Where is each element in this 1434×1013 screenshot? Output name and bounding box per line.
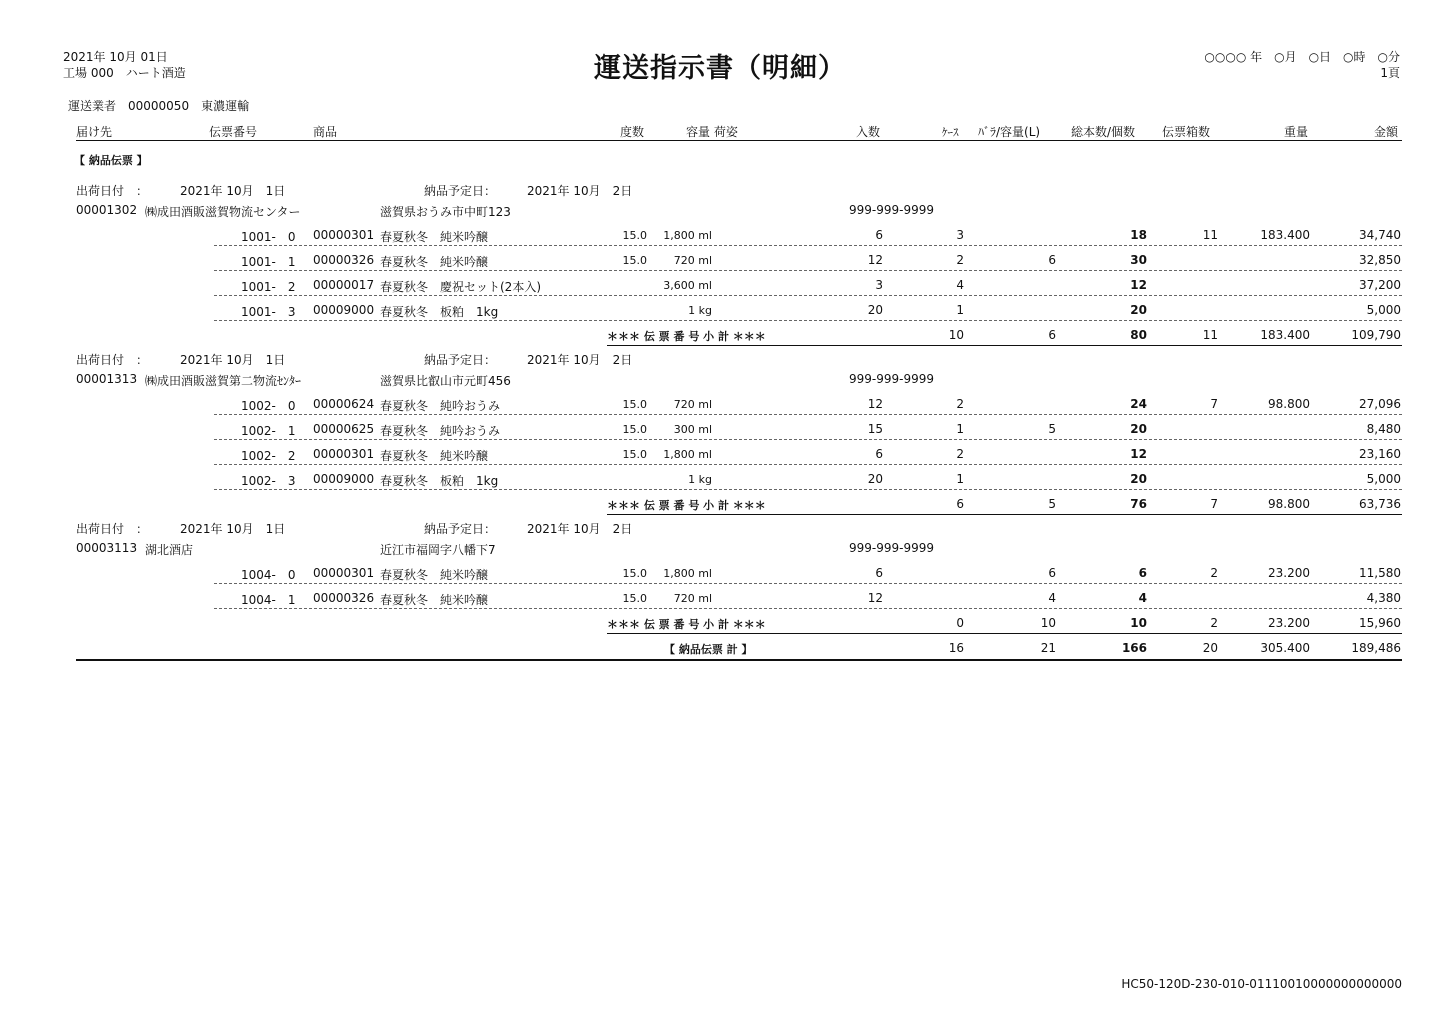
col-per-case: 入数	[856, 125, 881, 139]
cell-total: 20	[1130, 422, 1147, 436]
ship-date-label: 出荷日付 ：	[76, 522, 149, 536]
subtotal-bara: 10	[1040, 616, 1056, 630]
volume-value: 1,800 ml	[663, 567, 712, 580]
subtotal-total: 10	[1130, 616, 1147, 630]
cell-bara: 4	[1048, 591, 1056, 605]
subtotal-weight: 183.400	[1260, 328, 1310, 342]
volume-value: 720 ml	[673, 592, 712, 605]
subtotal-label: ＊＊＊ 伝 票 番 号 小 計 ＊＊＊	[607, 618, 766, 631]
cell-cases: 3	[956, 228, 964, 242]
slip-number: 1004- 1	[241, 593, 296, 607]
product-name: 春夏秋冬 慶祝セット(2本入)	[380, 280, 541, 294]
col-amount: 金額	[1374, 125, 1399, 139]
cell-weight: 98.800	[1268, 397, 1310, 411]
abv-value: 15.0	[622, 254, 647, 267]
cell-bara: 6	[1048, 566, 1056, 580]
row-divider	[214, 489, 1402, 490]
product-code: 00009000	[313, 303, 375, 317]
subtotal-cases: 0	[956, 616, 964, 630]
slip-number: 1001- 0	[241, 230, 296, 244]
slip-number: 1002- 3	[241, 474, 296, 488]
subtotal-cases: 10	[948, 328, 964, 342]
slip-number: 1001- 1	[241, 255, 296, 269]
customer-code: 00003113	[76, 541, 138, 555]
grand-total-weight: 305.400	[1260, 641, 1310, 655]
abv-value: 15.0	[622, 567, 647, 580]
product-name: 春夏秋冬 純吟おうみ	[380, 424, 501, 438]
product-code: 00000301	[313, 228, 375, 242]
customer-address: 滋賀県おうみ市中町123	[380, 205, 511, 219]
due-date: 2021年 10月 2日	[527, 353, 633, 367]
due-date-label: 納品予定日：	[424, 353, 497, 367]
subtotal-boxes: 2	[1210, 616, 1218, 630]
col-cases: ｹｰｽ	[942, 126, 959, 139]
due-date-label: 納品予定日：	[424, 184, 497, 198]
grand-total-amount: 189,486	[1351, 641, 1401, 655]
abv-value: 15.0	[622, 423, 647, 436]
abv-value: 15.0	[622, 229, 647, 242]
cell-amount: 5,000	[1366, 303, 1401, 317]
subtotal-weight: 98.800	[1268, 497, 1310, 511]
ship-date: 2021年 10月 1日	[180, 184, 286, 198]
cell-boxes: 7	[1210, 397, 1218, 411]
cell-total: 6	[1138, 566, 1147, 580]
customer-address: 滋賀県比叡山市元町456	[380, 374, 511, 388]
product-name: 春夏秋冬 純米吟醸	[380, 255, 489, 269]
cell-total: 4	[1138, 591, 1147, 605]
slip-number: 1002- 2	[241, 449, 296, 463]
cell-total: 20	[1130, 472, 1147, 486]
product-code: 00000625	[313, 422, 375, 436]
product-code: 00000326	[313, 253, 375, 267]
cell-amount: 23,160	[1359, 447, 1401, 461]
subtotal-divider	[607, 345, 1402, 346]
cell-amount: 37,200	[1359, 278, 1401, 292]
abv-value: 15.0	[622, 592, 647, 605]
slip-number: 1001- 2	[241, 280, 296, 294]
cell-amount: 5,000	[1366, 472, 1401, 486]
col-abv: 度数	[620, 125, 645, 139]
due-date-label: 納品予定日：	[424, 522, 497, 536]
subtotal-divider	[607, 633, 1402, 634]
cell-per-case: 12	[867, 253, 883, 267]
cell-per-case: 12	[867, 397, 883, 411]
cell-weight: 183.400	[1260, 228, 1310, 242]
product-name: 春夏秋冬 純米吟醸	[380, 449, 489, 463]
report-date: 2021年 10月 01日	[63, 50, 168, 64]
row-divider	[214, 320, 1402, 321]
cell-amount: 32,850	[1359, 253, 1401, 267]
grand-total-boxes: 20	[1202, 641, 1218, 655]
customer-phone: 999-999-9999	[849, 372, 935, 386]
customer-code: 00001313	[76, 372, 138, 386]
ship-date: 2021年 10月 1日	[180, 522, 286, 536]
product-name: 春夏秋冬 純米吟醸	[380, 593, 489, 607]
row-divider	[214, 439, 1402, 440]
subtotal-label: ＊＊＊ 伝 票 番 号 小 計 ＊＊＊	[607, 499, 766, 512]
due-date: 2021年 10月 2日	[527, 184, 633, 198]
col-slip: 伝票番号	[209, 125, 258, 139]
product-code: 00009000	[313, 472, 375, 486]
volume-value: 720 ml	[673, 398, 712, 411]
cell-total: 18	[1130, 228, 1147, 242]
col-volume: 容量 荷姿	[686, 125, 738, 139]
cell-total: 30	[1130, 253, 1147, 267]
col-boxes: 伝票箱数	[1162, 125, 1211, 139]
subtotal-bara: 5	[1048, 497, 1056, 511]
cell-per-case: 20	[867, 472, 883, 486]
volume-value: 1,800 ml	[663, 448, 712, 461]
customer-phone: 999-999-9999	[849, 203, 935, 217]
customer-name: ㈱成田酒販滋賀第二物流ｾﾝﾀｰ	[145, 374, 302, 388]
cell-total: 12	[1130, 278, 1147, 292]
grand-total-label: 【 納品伝票 計 】	[664, 643, 753, 656]
carrier-info: 運送業者 00000050 東濃運輸	[68, 99, 250, 113]
product-code: 00000301	[313, 447, 375, 461]
volume-value: 1 kg	[688, 473, 712, 486]
cell-cases: 1	[956, 422, 964, 436]
abv-value: 15.0	[622, 398, 647, 411]
cell-per-case: 15	[867, 422, 883, 436]
grand-total-divider	[76, 659, 1402, 661]
page-title: 運送指示書（明細）	[594, 53, 846, 84]
subtotal-divider	[607, 514, 1402, 515]
subtotal-boxes: 7	[1210, 497, 1218, 511]
cell-amount: 8,480	[1366, 422, 1401, 436]
volume-value: 720 ml	[673, 254, 712, 267]
cell-cases: 4	[956, 278, 964, 292]
cell-per-case: 6	[875, 566, 883, 580]
volume-value: 300 ml	[673, 423, 712, 436]
cell-per-case: 6	[875, 228, 883, 242]
volume-value: 3,600 ml	[663, 279, 712, 292]
due-date: 2021年 10月 2日	[527, 522, 633, 536]
customer-phone: 999-999-9999	[849, 541, 935, 555]
product-name: 春夏秋冬 板粕 1kg	[380, 305, 499, 319]
cell-weight: 23.200	[1268, 566, 1310, 580]
ship-date-label: 出荷日付 ：	[76, 353, 149, 367]
subtotal-total: 76	[1130, 497, 1147, 511]
row-divider	[214, 414, 1402, 415]
cell-bara: 5	[1048, 422, 1056, 436]
header-divider	[76, 140, 1402, 141]
customer-name: ㈱成田酒販滋賀物流センター	[145, 205, 301, 219]
product-name: 春夏秋冬 板粕 1kg	[380, 474, 499, 488]
col-product: 商品	[313, 125, 338, 139]
ship-date-label: 出荷日付 ：	[76, 184, 149, 198]
col-weight: 重量	[1284, 125, 1309, 139]
cell-bara: 6	[1048, 253, 1056, 267]
cell-boxes: 11	[1202, 228, 1218, 242]
grand-total-cases: 16	[948, 641, 964, 655]
subtotal-weight: 23.200	[1268, 616, 1310, 630]
subtotal-amount: 109,790	[1351, 328, 1401, 342]
subtotal-label: ＊＊＊ 伝 票 番 号 小 計 ＊＊＊	[607, 330, 766, 343]
cell-amount: 4,380	[1366, 591, 1401, 605]
grand-total-bara: 21	[1040, 641, 1056, 655]
product-code: 00000017	[313, 278, 375, 292]
cell-boxes: 2	[1210, 566, 1218, 580]
cell-amount: 27,096	[1359, 397, 1401, 411]
cell-cases: 1	[956, 472, 964, 486]
slip-number: 1002- 1	[241, 424, 296, 438]
volume-value: 1,800 ml	[663, 229, 712, 242]
product-name: 春夏秋冬 純吟おうみ	[380, 399, 501, 413]
section-label: 【 納品伝票 】	[74, 154, 148, 167]
cell-amount: 11,580	[1359, 566, 1401, 580]
cell-cases: 2	[956, 397, 964, 411]
product-name: 春夏秋冬 純米吟醸	[380, 568, 489, 582]
product-code: 00000624	[313, 397, 375, 411]
subtotal-amount: 15,960	[1359, 616, 1401, 630]
row-divider	[214, 583, 1402, 584]
product-name: 春夏秋冬 純米吟醸	[380, 230, 489, 244]
customer-code: 00001302	[76, 203, 138, 217]
row-divider	[214, 464, 1402, 465]
col-bara: ﾊﾞﾗ/容量(L)	[978, 125, 1041, 139]
cell-per-case: 12	[867, 591, 883, 605]
subtotal-total: 80	[1130, 328, 1147, 342]
cell-cases: 1	[956, 303, 964, 317]
cell-per-case: 20	[867, 303, 883, 317]
subtotal-bara: 6	[1048, 328, 1056, 342]
volume-value: 1 kg	[688, 304, 712, 317]
cell-total: 20	[1130, 303, 1147, 317]
ship-date: 2021年 10月 1日	[180, 353, 286, 367]
row-divider	[214, 245, 1402, 246]
grand-total-total: 166	[1121, 641, 1147, 655]
abv-value: 15.0	[622, 448, 647, 461]
print-timestamp: ○○○○ 年 ○月 ○日 ○時 ○分	[1204, 50, 1400, 64]
col-dest: 届け先	[76, 125, 113, 139]
slip-number: 1001- 3	[241, 305, 296, 319]
product-code: 00000301	[313, 566, 375, 580]
subtotal-amount: 63,736	[1359, 497, 1401, 511]
cell-per-case: 3	[875, 278, 883, 292]
footer-code: HC50-120D-230-010-01110010000000000000	[1121, 977, 1402, 991]
cell-total: 12	[1130, 447, 1147, 461]
row-divider	[214, 270, 1402, 271]
subtotal-cases: 6	[956, 497, 964, 511]
subtotal-boxes: 11	[1202, 328, 1218, 342]
cell-per-case: 6	[875, 447, 883, 461]
product-code: 00000326	[313, 591, 375, 605]
slip-number: 1002- 0	[241, 399, 296, 413]
row-divider	[214, 295, 1402, 296]
customer-name: 湖北酒店	[145, 543, 194, 557]
slip-number: 1004- 0	[241, 568, 296, 582]
cell-cases: 2	[956, 447, 964, 461]
col-total: 総本数/個数	[1071, 125, 1136, 139]
cell-cases: 2	[956, 253, 964, 267]
customer-address: 近江市福岡字八幡下7	[380, 543, 496, 557]
row-divider	[214, 608, 1402, 609]
cell-total: 24	[1130, 397, 1147, 411]
cell-amount: 34,740	[1359, 228, 1401, 242]
factory-name: 工場 000 ハート酒造	[63, 66, 186, 80]
page-number: 1頁	[1380, 66, 1400, 80]
